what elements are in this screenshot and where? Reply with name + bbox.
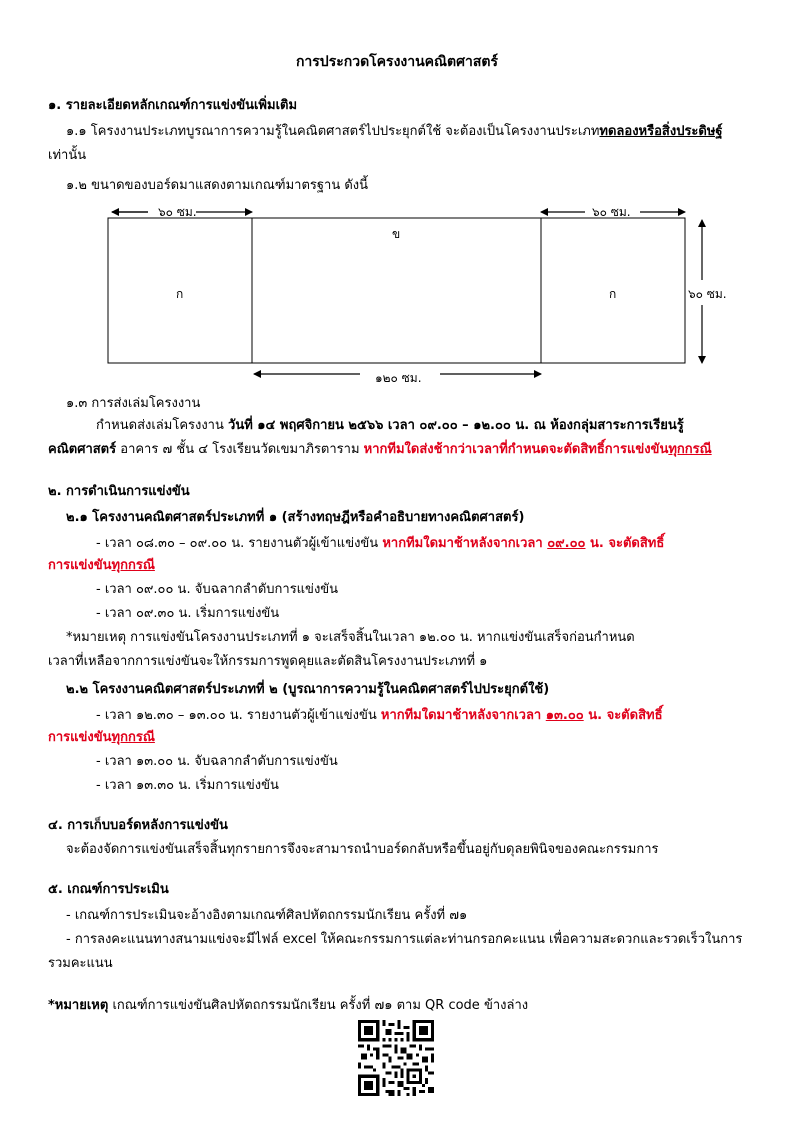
- section-2-note-line-1: *หมายเหตุ การแข่งขันโครงงานประเภทที่ ๑ จะเสร็จสิ้นในเวลา ๑๒.๐๐ น. หากแข่งขันเสร็จก่อนกำหนด: [66, 630, 635, 645]
- section-4-heading: ๔. การเก็บบอร์ดหลังการแข่งขัน: [48, 818, 228, 833]
- panel-center-label: ข: [392, 227, 401, 241]
- section-2-2-draw: - เวลา ๑๓.๐๐ น. จับฉลากลำดับการแข่งขัน: [96, 754, 338, 769]
- footer-note-text: เกณฑ์การแข่งขันศิลปหัตถกรรมนักเรียน ครั้งที่ ๗๑ ตาม QR code ข้างล่าง: [108, 998, 529, 1013]
- section-1-3-line-2-a: คณิตศาสตร์: [48, 442, 117, 457]
- section-1-3-line-1: [96, 416, 684, 436]
- section-2-1-draw: - เวลา ๐๙.๐๐ น. จับฉลากลำดับการแข่งขัน: [96, 582, 339, 597]
- section-1-3-heading: ๑.๓ การส่งเล่มโครงงาน: [66, 396, 201, 411]
- section-2-1-start: - เวลา ๐๙.๓๐ น. เริ่มการแข่งขัน: [96, 606, 280, 621]
- section-5-item-1: - เกณฑ์การประเมินจะอ้างอิงตามเกณฑ์ศิลปหัตถกรรมนักเรียน ครั้งที่ ๗๑: [66, 908, 468, 923]
- section-1-3-line-2-b: อาคาร ๗ ชั้น ๔ โรงเรียนวัดเขมาภิรตาราม: [116, 442, 364, 457]
- section-2-2-late-warning: หากทีมใดมาช้าหลังจากเวลา: [380, 708, 546, 723]
- section-2-1-registration: [96, 534, 664, 554]
- footer-note-label: *หมายเหตุ: [48, 998, 109, 1013]
- section-4-body: จะต้องจัดการแข่งขันเสร็จสิ้นทุกรายการจึงจะสามารถนำบอร์ดกลับหรือขึ้นอยู่กับดุลยพินิจของคณะกรรมการ: [66, 842, 659, 857]
- section-2-2-cutoff-time: ๑๓.๐๐: [545, 708, 584, 723]
- section-2-2-all-cases: ทุกกรณี: [111, 730, 155, 745]
- page-title: การประกวดโครงงานคณิตศาสตร์: [295, 54, 499, 70]
- section-2-1-cutoff-time: ๐๙.๐๐: [547, 536, 586, 551]
- section-5-heading: ๕. เกณฑ์การประเมิน: [48, 882, 169, 897]
- section-1-1-text-a: ๑.๑ โครงงานประเภทบูรณาการความรู้ในคณิตศาสตร์ไปประยุกต์ใช้ จะต้องเป็นโครงงานประเภท: [66, 124, 600, 139]
- section-2-heading: ๒. การดำเนินการแข่งขัน: [48, 484, 190, 499]
- section-2-1-registration-a: - เวลา ๐๘.๓๐ – ๐๙.๐๐ น. รายงานตัวผู้เข้าแข่งขัน: [96, 536, 383, 551]
- board-diagram: [0, 0, 794, 400]
- section-2-2-registration-a: - เวลา ๑๒.๓๐ – ๑๓.๐๐ น. รายงานตัวผู้เข้าแข่งขัน: [96, 708, 381, 723]
- section-1-3-line-1-a: กำหนดส่งเล่มโครงงาน: [96, 418, 229, 433]
- section-2-2-heading: ๒.๒ โครงงานคณิตศาสตร์ประเภทที่ ๒ (บูรณาการความรู้ในคณิตศาสตร์ไปประยุกต์ใช้): [66, 682, 550, 697]
- section-2-1-heading: ๒.๑ โครงงานคณิตศาสตร์ประเภทที่ ๑ (สร้างทฤษฎีหรือคำอธิบายทางคณิตศาสตร์): [66, 510, 525, 525]
- section-2-2-disqualify: น. จะตัดสิทธิ์: [583, 708, 663, 723]
- section-2-2-start: - เวลา ๑๓.๓๐ น. เริ่มการแข่งขัน: [96, 778, 279, 793]
- section-1-2-text: ๑.๒ ขนาดของบอร์ดมาแสดงตามเกณฑ์มาตรฐาน ดังนี้: [66, 178, 369, 193]
- section-1-3-line-2: [48, 440, 712, 460]
- section-2-note-line-2: เวลาที่เหลือจากการแข่งขันจะให้กรรมการพูดคุยและตัดสินโครงงานประเภทที่ ๑: [48, 654, 488, 669]
- dim-right-label: ๖๐ ซม.: [592, 205, 631, 219]
- section-2-2-registration-tail-a: การแข่งขัน: [48, 730, 112, 745]
- section-2-2-registration: [96, 706, 663, 726]
- dim-height-label: ๖๐ ซม.: [688, 287, 727, 301]
- section-5-item-2-line-1: - การลงคะแนนทางสนามแข่งจะมีไฟล์ excel ให้คณะกรรมการแต่ละท่านกรอกคะแนน เพื่อความสะดวกและรวดเร็วในการ: [66, 932, 743, 947]
- section-2-1-disqualify: น. จะตัดสิทธิ์: [585, 536, 665, 551]
- footer-note: [48, 996, 528, 1016]
- panel-right-label: ก: [609, 287, 617, 301]
- section-5-item-2-line-2: รวมคะแนน: [48, 956, 113, 971]
- section-2-1-all-cases: ทุกกรณี: [111, 558, 155, 573]
- panel-left-label: ก: [176, 287, 184, 301]
- section-1-3-line-1-b: วันที่ ๑๔ พฤศจิกายน ๒๕๖๖ เวลา ๐๙.๐๐ – ๑๒.๐๐ น. ณ ห้องกลุ่มสาระการเรียนรู้: [228, 418, 684, 433]
- section-2-1-late-warning: หากทีมใดมาช้าหลังจากเวลา: [382, 536, 548, 551]
- qr-code-icon[interactable]: [358, 1020, 434, 1096]
- section-1-1-emphasis: ทดลองหรือสิ่งประดิษฐ์: [599, 124, 723, 139]
- dim-center-label: ๑๒๐ ซม.: [375, 371, 422, 385]
- section-1-heading: ๑. รายละเอียดหลักเกณฑ์การแข่งขันเพิ่มเติม: [48, 98, 298, 113]
- section-1-3-all-cases: ทุกกรณี: [668, 442, 712, 457]
- dim-left-label: ๖๐ ซม.: [158, 205, 197, 219]
- section-1-3-deadline-warning: หากทีมใดส่งช้ากว่าเวลาที่กำหนดจะตัดสิทธิ์การแข่งขัน: [363, 442, 669, 457]
- section-2-2-registration-tail: [48, 728, 155, 748]
- section-2-1-registration-tail: [48, 556, 155, 576]
- section-2-1-registration-tail-a: การแข่งขัน: [48, 558, 112, 573]
- section-1-1-tail: เท่านั้น: [48, 148, 87, 163]
